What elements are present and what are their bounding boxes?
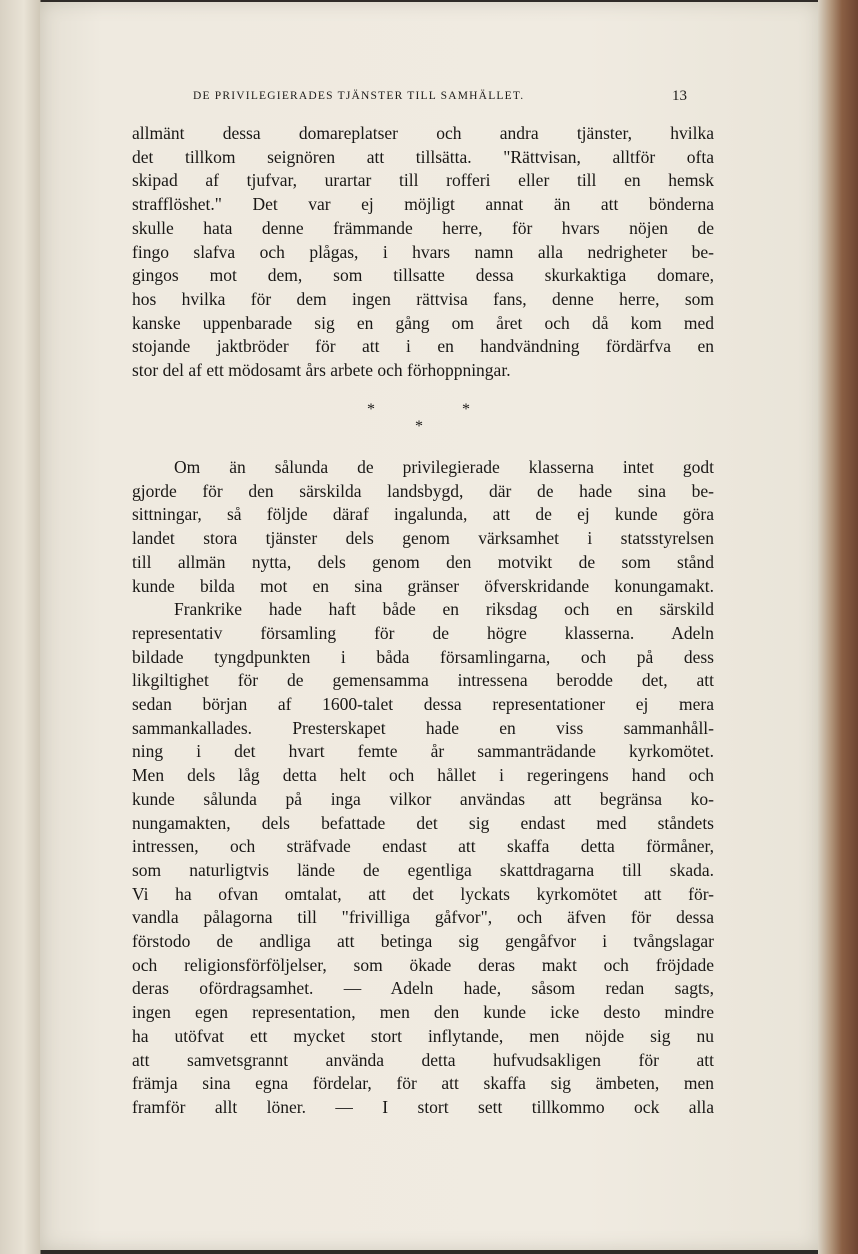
text-line: som naturligtvis lände de egentliga skattdragarna till skada. xyxy=(132,859,714,880)
text-line: likgiltighet för de gemensamma intressena berodde det, att xyxy=(132,670,714,691)
text-line: framför allt löner. — I stort sett tillkommo ock alla xyxy=(132,1096,714,1117)
text-line: sittningar, så följde däraf ingalunda, att de ej kunde göra xyxy=(132,504,714,525)
separator-star: * xyxy=(462,401,470,418)
text-line: sedan början af 1600-talet dessa representationer ej mera xyxy=(132,694,714,714)
text-line: stor del af ett mödosamt års arbete och förhoppningar. xyxy=(132,360,511,380)
left-page-edge xyxy=(0,0,41,1254)
text-line: förstodo de andliga att betinga sig gengåfvor i tvångslagar xyxy=(132,931,714,951)
text-line: att samvetsgrannt använda detta hufvudsakligen för att xyxy=(132,1049,714,1070)
text-line: till allmän nytta, dels genom den motvikt de som stånd xyxy=(132,551,714,572)
text-line: vandla pålagorna till "frivilliga gåfvor", och äfven för dessa xyxy=(132,907,714,928)
text-line: Vi ha ofvan omtalat, att det lyckats kyrkomötet att för- xyxy=(132,883,714,904)
text-line: deras ofördragsamhet. — Adeln hade, såsom redan sagts, xyxy=(132,978,714,999)
text-line: främja sina egna fördelar, för att skaffa sig ämbeten, men xyxy=(132,1073,714,1094)
separator-star: * xyxy=(415,418,423,435)
text-line: Frankrike hade haft både en riksdag och en särskild xyxy=(174,599,714,620)
separator-star: * xyxy=(367,401,375,418)
text-line: Men dels låg detta helt och hållet i regeringens hand och xyxy=(132,765,714,786)
text-line: fingo slafva och plågas, i hvars namn alla nedrigheter be- xyxy=(132,241,714,262)
book-cover-edge xyxy=(818,0,858,1254)
page-number: 13 xyxy=(672,88,687,104)
text-line: gjorde för den särskilda landsbygd, där de hade sina be- xyxy=(132,480,714,501)
text-line: stojande jaktbröder för att i en handvändning fördärfva en xyxy=(132,336,714,357)
text-line: kunde bilda mot en sina gränser öfverskridande konungamakt. xyxy=(132,575,714,596)
text-line: nungamakten, dels befattade det sig endast med ståndets xyxy=(132,812,714,833)
running-title: DE PRIVILEGIERADES TJÄNSTER TILL SAMHÄLLET. xyxy=(193,90,525,102)
text-line: Om än sålunda de privilegierade klasserna intet godt xyxy=(174,457,714,477)
text-line: ha utöfvat ett mycket stort inflytande, men nöjde sig nu xyxy=(132,1025,714,1046)
text-line: landet stora tjänster dels genom värksamhet i statsstyrelsen xyxy=(132,528,714,549)
text-line: hos hvilka för dem ingen rättvisa fans, denne herre, som xyxy=(132,288,714,309)
text-line: sammankallades. Presterskapet hade en viss sammanhåll- xyxy=(132,717,714,738)
text-line: intressen, och sträfvade endast att skaffa detta förmåner, xyxy=(132,836,714,857)
text-line: kunde sålunda på inga vilkor användas att begränsa ko- xyxy=(132,788,714,809)
text-line: ning i det hvart femte år sammanträdande kyrkomötet. xyxy=(132,741,714,762)
text-line: skipad af tjufvar, urartar till rofferi eller till en hemsk xyxy=(132,170,714,191)
text-line: gingos mot dem, som tillsatte dessa skurkaktiga domare, xyxy=(132,265,714,286)
text-line: kanske uppenbarade sig en gång om året och då kom med xyxy=(132,312,714,333)
text-line: strafflöshet." Det var ej möjligt annat än att bönderna xyxy=(132,194,714,215)
text-line: och religionsförföljelser, som ökade deras makt och fröjdade xyxy=(132,954,714,975)
text-line: bildade tyngdpunkten i båda församlingarna, och på dess xyxy=(132,646,714,667)
text-line: det tillkom seignören att tillsätta. "Rättvisan, alltför ofta xyxy=(132,146,714,167)
text-line: representativ församling för de högre klasserna. Adeln xyxy=(132,622,714,643)
running-header xyxy=(193,88,687,108)
text-line: allmänt dessa domareplatser och andra tjänster, hvilka xyxy=(132,123,714,143)
text-line: ingen egen representation, men den kunde icke desto mindre xyxy=(132,1002,714,1023)
text-line: skulle hata denne främmande herre, för hvars nöjen de xyxy=(132,217,714,238)
